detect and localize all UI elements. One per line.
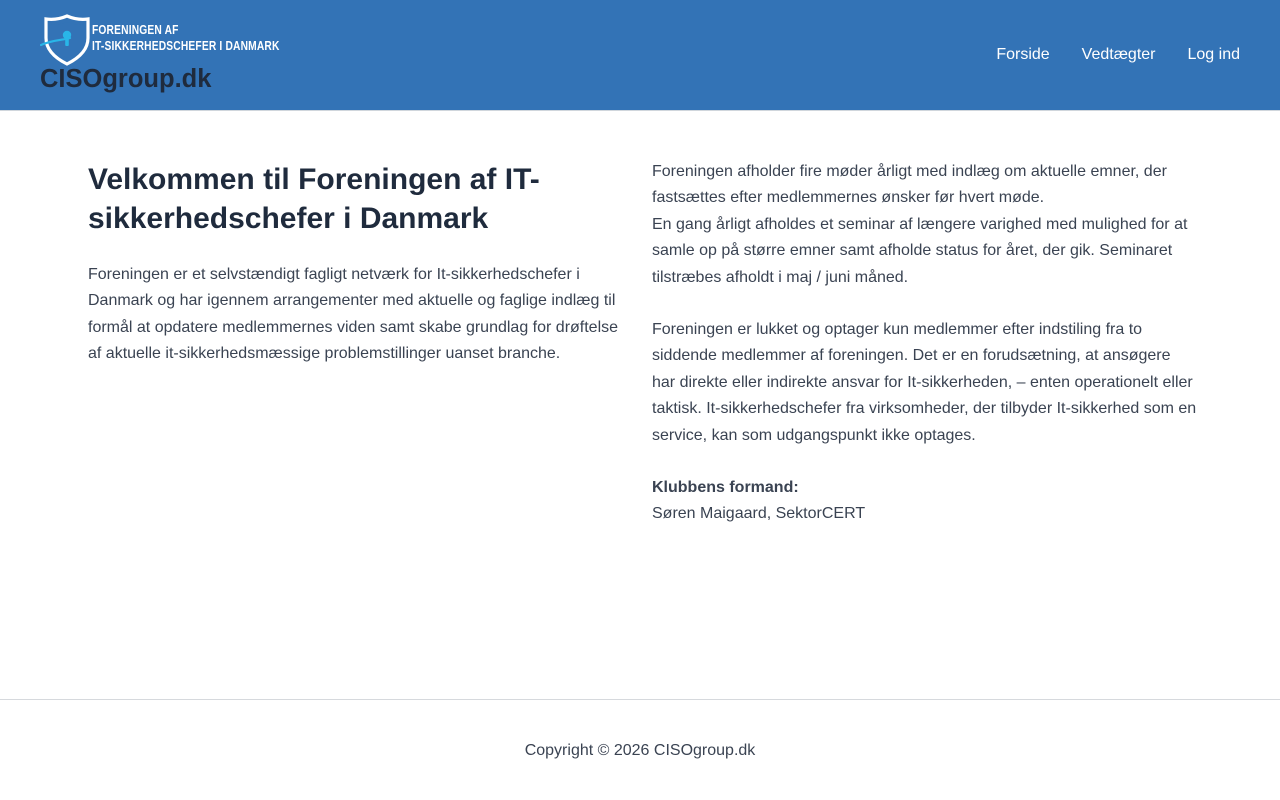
membership-paragraph: Foreningen er lukket og optager kun medlemmer efter indstiling fra to siddende medlemmer af foreningen. Det er en forudsætning, at ansøgere har direkte eller indirekte ansvar for It-sikkerheden, – enten operationelt eller taktisk. It-sikkerhedschefer fra virksomheder, der tilbyder It-sikkerhed som en service, kan som udgangspunkt ikke optages. xyxy=(652,321,1197,444)
site-title-link[interactable]: CISOgroup.dk xyxy=(40,65,212,93)
logo-text-line1: FORENINGEN AF xyxy=(92,23,179,37)
meetings-text: Foreningen afholder fire møder årligt med indlæg om aktuelle emner, der fastsættes efter medlemmernes ønsker før hvert møde. xyxy=(652,163,1167,207)
intro-paragraph: Foreningen er et selvstændigt fagligt netværk for It-sikkerhedschefer i Danmark og har igennem arrangementer med aktuelle og faglige indlæg til formål at opdatere medlemmernes viden samt skabe grundlag for drøftelse af aktuelle it-sikkerhedsmæssige problemstillinger uanset branche. xyxy=(88,266,619,363)
site-footer xyxy=(0,699,1280,800)
info-column xyxy=(652,159,1197,528)
meetings-paragraph xyxy=(652,159,1197,291)
chair-label: Klubbens formand: xyxy=(652,479,799,497)
nav-item-log-ind[interactable]: Log ind xyxy=(1187,46,1240,63)
shield-icon xyxy=(40,14,90,66)
nav-item-forside[interactable]: Forside xyxy=(996,46,1050,63)
page-title: Velkommen til Foreningen af IT-sikkerhedschefer i Danmark xyxy=(88,163,540,235)
logo-text-line2: IT-SIKKERHEDSCHEFER I DANMARK xyxy=(92,39,280,53)
copyright-text: Copyright © 2026 CISOgroup.dk xyxy=(524,742,756,759)
seminar-text: En gang årligt afholdes et seminar af længere varighed med mulighed for at samle op på større emner samt afholde status for året, der gik. Seminaret tilstræbes afholdt i maj / juni måned. xyxy=(652,215,1188,286)
main-nav xyxy=(964,44,1240,66)
chair-name: Søren Maigaard, SektorCERT xyxy=(652,505,866,523)
site-header xyxy=(0,0,1280,111)
chair-paragraph xyxy=(652,475,1197,528)
nav-item-vedtaegter[interactable]: Vedtægter xyxy=(1081,46,1156,63)
site-logo[interactable] xyxy=(40,14,290,66)
intro-column xyxy=(88,160,628,368)
